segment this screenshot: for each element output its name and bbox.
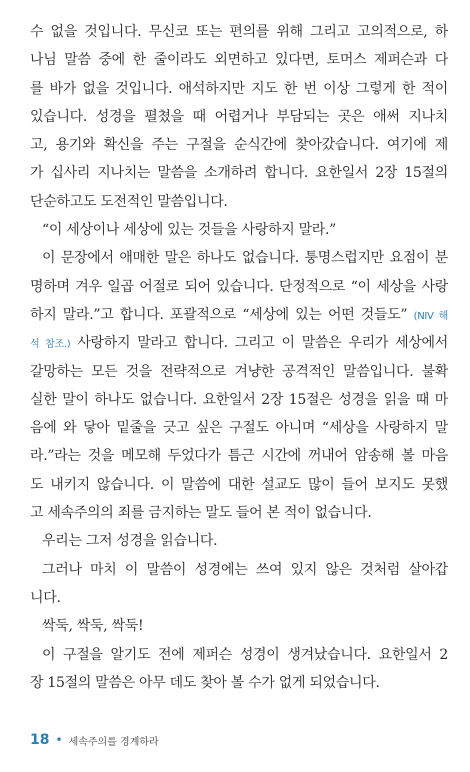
text-line: [30, 527, 448, 555]
text-line: [30, 471, 448, 499]
book-title: 세속주의를 경계하라: [68, 736, 159, 748]
footer-bullet: •: [55, 733, 63, 747]
text-line: [30, 244, 448, 272]
text-line: [30, 499, 448, 527]
text-span: 있습니다. 성경을 펼쳤을 때 어렵거나 부담되는 곳은 애써 지나치: [30, 108, 448, 125]
text-line: [30, 46, 448, 74]
text-line: [30, 301, 448, 329]
text-line: [30, 442, 448, 470]
text-span: 라.”라는 것을 메모해 두었다가 틈근 시간에 꺼내어 암송해 볼 마음: [30, 448, 448, 465]
text-span: “이 세상이나 세상에 있는 것들을 사랑하지 말라.”: [42, 222, 337, 239]
text-span: 그러나 마치 이 말씀이 성경에는 쓰여 있지 않은 것처럼 살아갑: [42, 561, 448, 578]
text-line: [30, 75, 448, 103]
text-line: [30, 18, 448, 46]
text-span: 니다.: [30, 589, 61, 606]
text-span: 음에 와 닿아 밑줄을 긋고 싶은 구절도 아니며 “세상을 사랑하지 말: [30, 420, 448, 437]
text-span: 이 문장에서 애매한 말은 하나도 없습니다. 퉁명스럽지만 요점이 분: [42, 250, 448, 267]
text-span: 이 구절을 알기도 전에 제퍼슨 성경이 생겨났습니다. 요한일서 2: [42, 646, 448, 663]
text-span: 명하며 겨우 일곱 어절로 되어 있습니다. 단정적으로 “이 세상을 사랑: [30, 278, 448, 295]
text-span: 고, 용기와 확신을 주는 구절을 순식간에 찾아갔습니다. 여기에 제: [30, 137, 448, 154]
text-span: 나님 말씀 중에 한 줄이라도 외면하고 있다면, 토머스 제퍼슨과 다: [30, 52, 448, 69]
text-span: 실한 말이 하나도 없습니다. 요한일서 2장 15절은 성경을 읽을 때 마: [30, 391, 448, 408]
text-span: 하지 말라.”고 합니다. 포괄적으로 “세상에 있는 어떤 것들도”: [30, 306, 408, 323]
text-line: [30, 329, 448, 357]
text-span: 를 바가 없을 것입니다. 애석하지만 지도 한 번 이상 그렇게 한 적이: [30, 80, 448, 97]
text-span: 싹둑, 싹둑, 싹둑!: [42, 618, 144, 635]
text-line: [30, 159, 448, 187]
text-line: [30, 641, 448, 669]
text-line: [30, 386, 448, 414]
text-line: [30, 216, 448, 244]
text-span: 수 없을 것입니다. 무신코 또는 편의를 위해 그리고 고의적으로, 하: [30, 24, 448, 40]
text-line: [30, 131, 448, 159]
text-span: 고 세속주의의 죄를 금지하는 말도 들어 본 적이 없습니다.: [30, 505, 372, 522]
page-number: 18: [30, 732, 50, 748]
text-line: [30, 612, 448, 640]
text-span: 우리는 그저 성경을 읽습니다.: [42, 533, 218, 550]
text-span: 가 십사리 지나치는 말씀을 소개하려 합니다. 요한일서 2장 15절의: [30, 165, 448, 182]
text-span: 장 15절의 말씀은 아무 데도 찾아 볼 수가 없게 되었습니다.: [30, 674, 380, 691]
scripture-reference: 석 참조.): [30, 339, 71, 351]
text-line: [30, 358, 448, 386]
scripture-reference: (NIV 해: [413, 310, 448, 322]
text-span: 단순하고도 도전적인 말씀입니다.: [30, 193, 228, 210]
text-span: 사랑하지 말라고 합니다. 그리고 이 말씀은 우리가 세상에서: [70, 335, 448, 352]
page-footer: [30, 732, 159, 748]
body-text: [30, 18, 448, 697]
text-line: [30, 669, 448, 697]
text-line: [30, 414, 448, 442]
text-span: 도 내키지 않습니다. 이 말씀에 대한 설교도 많이 들어 보지도 못했: [30, 476, 448, 493]
text-line: [30, 556, 448, 584]
text-span: 갈망하는 모든 것을 전략적으로 겨냥한 공격적인 말씀입니다. 불확: [30, 363, 448, 380]
text-line: [30, 188, 448, 216]
text-line: [30, 103, 448, 131]
text-line: [30, 584, 448, 612]
text-line: [30, 273, 448, 301]
